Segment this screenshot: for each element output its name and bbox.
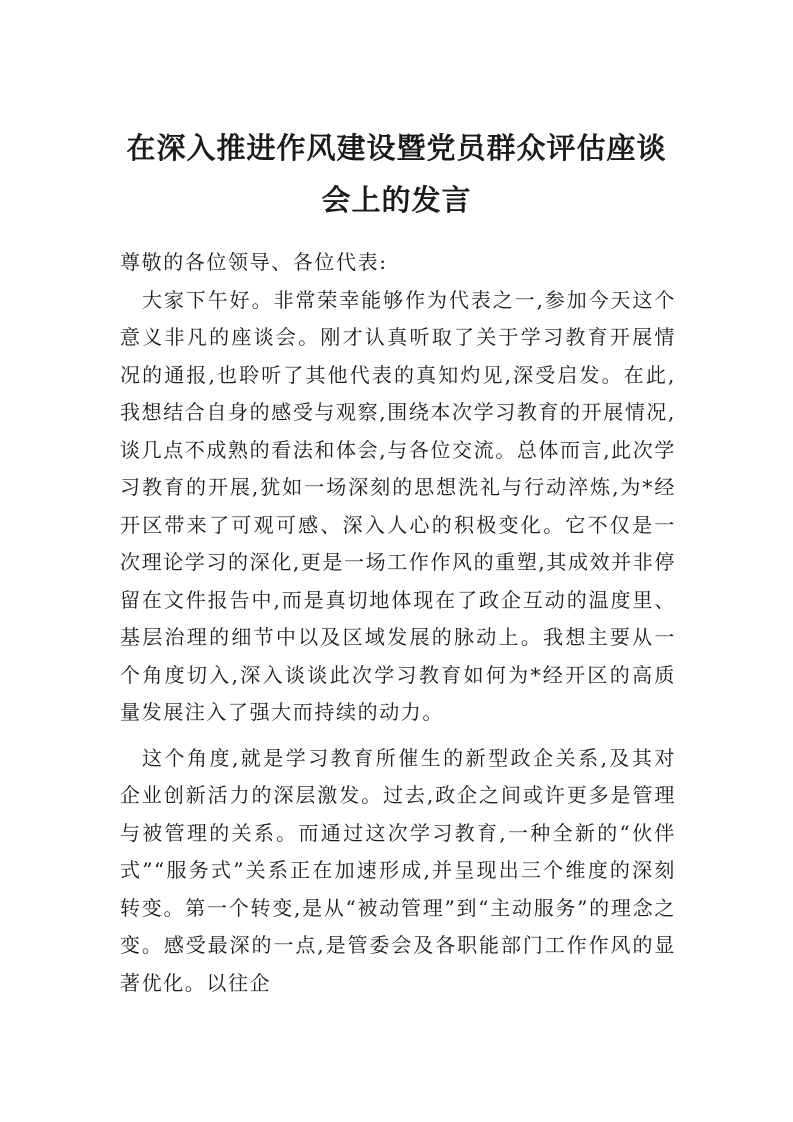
salutation: 尊敬的各位领导、各位代表: xyxy=(120,250,388,274)
title-line-1: 在深入推进作风建设暨党员群众评估座谈 xyxy=(126,131,667,165)
title-line-2: 会上的发言 xyxy=(321,183,472,217)
document-title xyxy=(100,122,693,226)
paragraph-2: 这个角度,就是学习教育所催生的新型政企关系,及其对企业创新活力的深层激发。过去,政企之间或许更多是管理与被管理的关系。而通过这次学习教育,一种全新的“伙伴式”“服务式”关系正在加速形成,并呈现出三个维度的深刻转变。第一个转变,是从“被动管理”到“主动服务”的理念之变。感受最深的一点,是管委会及各职能部门工作作风的显著优化。以往企 xyxy=(120,745,676,995)
document-body xyxy=(120,244,676,1002)
paragraph-1: 大家下午好。非常荣幸能够作为代表之一,参加今天这个意义非凡的座谈会。刚才认真听取了关于学习教育开展情况的通报,也聆听了其他代表的真知灼见,深受启发。在此,我想结合自身的感受与观察,围绕本次学习教育的开展情况,谈几点不成熟的看法和体会,与各位交流。总体而言,此次学习教育的开展,犹如一场深刻的思想洗礼与行动淬炼,为*经开区带来了可观可感、深入人心的积极变化。它不仅是一次理论学习的深化,更是一场工作作风的重塑,其成效并非停留在文件报告中,而是真切地体现在了政企互动的温度里、基层治理的细节中以及区域发展的脉动上。我想主要从一个角度切入,深入谈谈此次学习教育如何为*经开区的高质量发展注入了强大而持续的动力。 xyxy=(120,287,676,724)
